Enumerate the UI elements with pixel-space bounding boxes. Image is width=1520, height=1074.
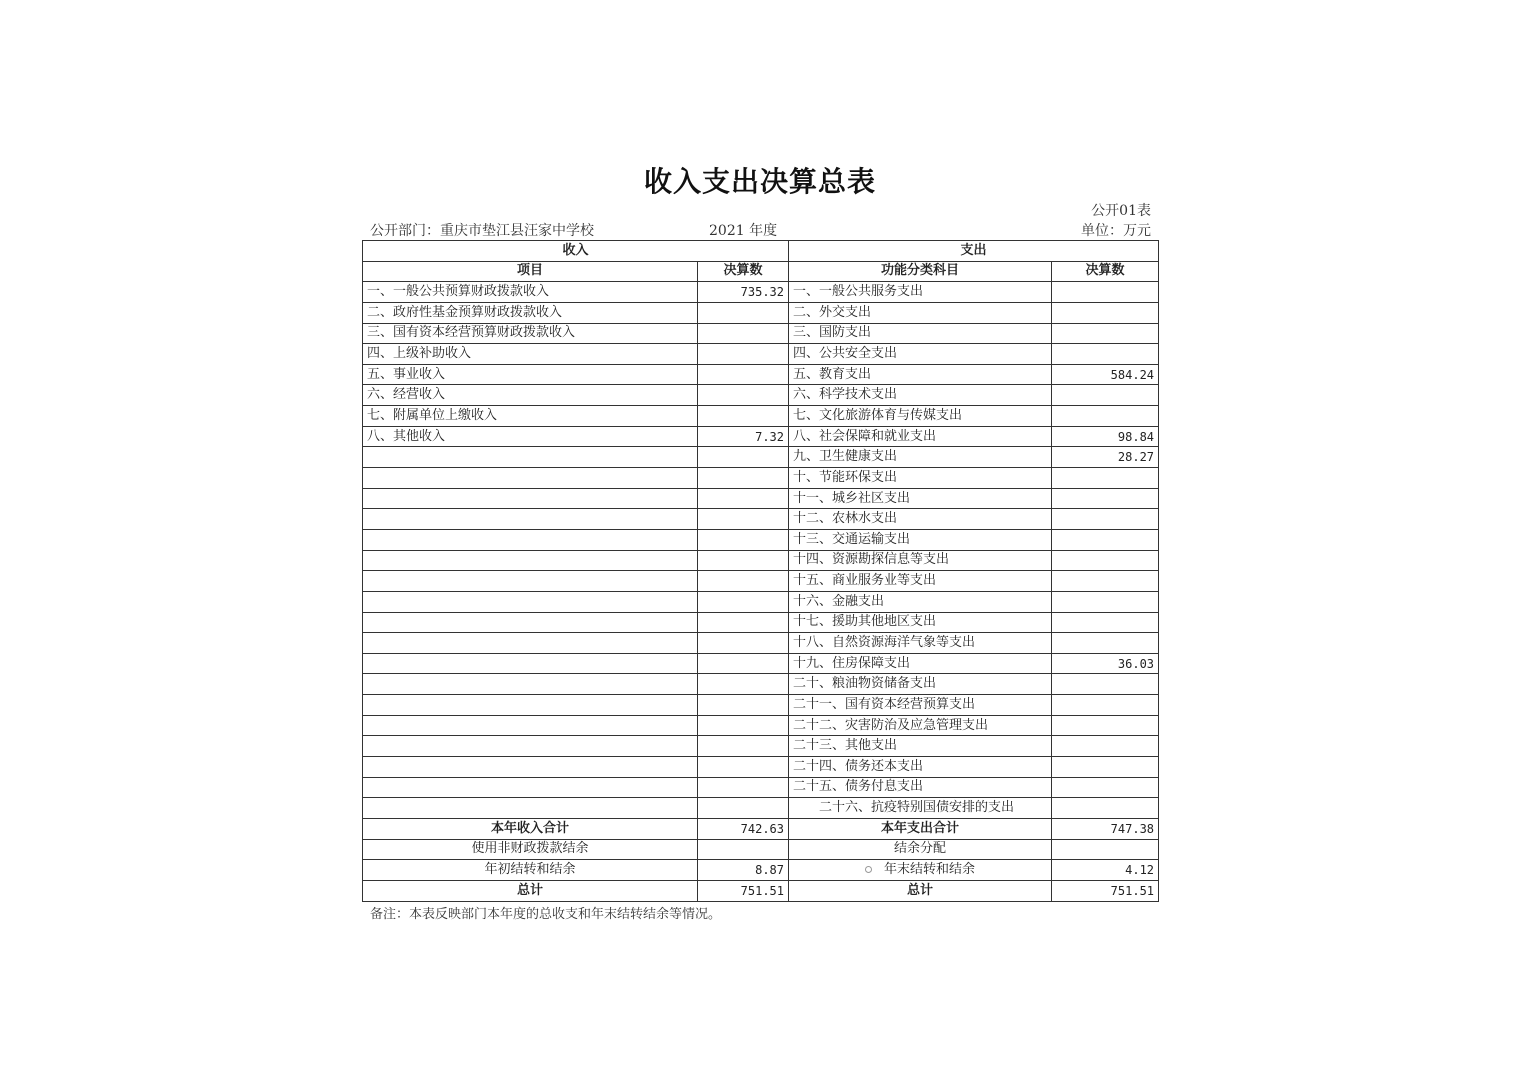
income-amount xyxy=(698,798,789,819)
income-item xyxy=(363,468,698,489)
expense-amount xyxy=(1052,468,1159,489)
income-item: 一、一般公共预算财政拨款收入 xyxy=(363,282,698,303)
table-row xyxy=(363,571,1159,592)
income-amount xyxy=(698,468,789,489)
income-amount xyxy=(698,529,789,550)
table-row xyxy=(363,674,1159,695)
income-item: 三、国有资本经营预算财政拨款收入 xyxy=(363,323,698,344)
expense-amount xyxy=(1052,344,1159,365)
expense-amount xyxy=(1052,757,1159,778)
expense-amount xyxy=(1052,529,1159,550)
expense-item: 八、社会保障和就业支出 xyxy=(789,426,1052,447)
income-amount xyxy=(698,488,789,509)
expense-amount xyxy=(1052,385,1159,406)
expense-amount: 98.84 xyxy=(1052,426,1159,447)
department-label: 公开部门：重庆市垫江县汪家中学校 xyxy=(370,223,594,239)
expense-item: 十四、资源勘探信息等支出 xyxy=(789,550,1052,571)
income-total-label: 使用非财政拨款结余 xyxy=(363,839,698,860)
expense-item: 十五、商业服务业等支出 xyxy=(789,571,1052,592)
income-amount xyxy=(698,777,789,798)
expense-total-label: 结余分配 xyxy=(789,839,1052,860)
item-header: 项目 xyxy=(363,261,698,282)
expense-amount: 584.24 xyxy=(1052,364,1159,385)
expense-item: 一、一般公共服务支出 xyxy=(789,282,1052,303)
expense-item: 九、卫生健康支出 xyxy=(789,447,1052,468)
total-row xyxy=(363,818,1159,839)
income-item: 四、上级补助收入 xyxy=(363,344,698,365)
income-item xyxy=(363,757,698,778)
expense-amount xyxy=(1052,571,1159,592)
expense-amount xyxy=(1052,323,1159,344)
table-row xyxy=(363,385,1159,406)
income-amount xyxy=(698,323,789,344)
table-row xyxy=(363,488,1159,509)
expense-amount xyxy=(1052,777,1159,798)
income-total-amount: 742.63 xyxy=(698,818,789,839)
table-row xyxy=(363,633,1159,654)
footnote: 备注：本表反映部门本年度的总收支和年末结转结余等情况。 xyxy=(370,907,722,922)
expense-item: 五、教育支出 xyxy=(789,364,1052,385)
table-row xyxy=(363,653,1159,674)
expense-item: 三、国防支出 xyxy=(789,323,1052,344)
income-amount xyxy=(698,695,789,716)
expense-item: 七、文化旅游体育与传媒支出 xyxy=(789,406,1052,427)
income-item xyxy=(363,529,698,550)
income-item xyxy=(363,571,698,592)
expense-total-label: 本年支出合计 xyxy=(789,818,1052,839)
expense-item: 二十一、国有资本经营预算支出 xyxy=(789,695,1052,716)
income-amount xyxy=(698,653,789,674)
income-total-amount: 751.51 xyxy=(698,880,789,901)
table-row xyxy=(363,550,1159,571)
expense-total-amount: 4.12 xyxy=(1052,860,1159,881)
table-row xyxy=(363,468,1159,489)
expense-amount xyxy=(1052,509,1159,530)
table-row xyxy=(363,529,1159,550)
expense-amount xyxy=(1052,406,1159,427)
table-row xyxy=(363,364,1159,385)
income-amount xyxy=(698,715,789,736)
income-item xyxy=(363,715,698,736)
income-item xyxy=(363,550,698,571)
expense-item: 十八、自然资源海洋气象等支出 xyxy=(789,633,1052,654)
income-item xyxy=(363,447,698,468)
table-row xyxy=(363,798,1159,819)
income-item: 六、经营收入 xyxy=(363,385,698,406)
expense-item: 十二、农林水支出 xyxy=(789,509,1052,530)
income-expense-table xyxy=(362,240,1159,902)
expense-amount xyxy=(1052,591,1159,612)
amount-header: 决算数 xyxy=(698,261,789,282)
expense-amount xyxy=(1052,550,1159,571)
income-amount xyxy=(698,633,789,654)
amount-header-expense: 决算数 xyxy=(1052,261,1159,282)
expense-total-label: 总计 xyxy=(789,880,1052,901)
expense-amount xyxy=(1052,282,1159,303)
total-row xyxy=(363,880,1159,901)
income-total-amount xyxy=(698,839,789,860)
income-amount xyxy=(698,550,789,571)
table-row xyxy=(363,715,1159,736)
function-item-header: 功能分类科目 xyxy=(789,261,1052,282)
income-item: 七、附属单位上缴收入 xyxy=(363,406,698,427)
table-row xyxy=(363,447,1159,468)
income-item: 二、政府性基金预算财政拨款收入 xyxy=(363,302,698,323)
table-row xyxy=(363,509,1159,530)
expense-amount xyxy=(1052,736,1159,757)
expense-total-amount: 747.38 xyxy=(1052,818,1159,839)
income-item xyxy=(363,653,698,674)
expense-item: 二十、粮油物资储备支出 xyxy=(789,674,1052,695)
income-amount xyxy=(698,509,789,530)
income-item xyxy=(363,777,698,798)
income-item xyxy=(363,674,698,695)
expense-item: 二十四、债务还本支出 xyxy=(789,757,1052,778)
income-item xyxy=(363,798,698,819)
expense-amount xyxy=(1052,715,1159,736)
table-row xyxy=(363,777,1159,798)
income-amount xyxy=(698,612,789,633)
total-row xyxy=(363,860,1159,881)
expense-item: 十七、援助其他地区支出 xyxy=(789,612,1052,633)
expense-item: 二、外交支出 xyxy=(789,302,1052,323)
expense-amount xyxy=(1052,488,1159,509)
expense-amount xyxy=(1052,674,1159,695)
expense-amount xyxy=(1052,633,1159,654)
income-item xyxy=(363,612,698,633)
expense-amount xyxy=(1052,612,1159,633)
income-item xyxy=(363,736,698,757)
income-amount xyxy=(698,736,789,757)
expense-total-label: 年末结转和结余 xyxy=(789,860,1052,881)
table-row xyxy=(363,591,1159,612)
income-amount xyxy=(698,591,789,612)
expense-total-amount: 751.51 xyxy=(1052,880,1159,901)
expense-amount xyxy=(1052,798,1159,819)
income-amount xyxy=(698,447,789,468)
expense-item: 十九、住房保障支出 xyxy=(789,653,1052,674)
table-row xyxy=(363,323,1159,344)
expense-header: 支出 xyxy=(789,241,1159,262)
expense-item: 二十三、其他支出 xyxy=(789,736,1052,757)
expense-item: 十、节能环保支出 xyxy=(789,468,1052,489)
table-row xyxy=(363,344,1159,365)
header-row-2 xyxy=(363,261,1159,282)
expense-item: 十三、交通运输支出 xyxy=(789,529,1052,550)
income-total-label: 年初结转和结余 xyxy=(363,860,698,881)
expense-total-amount xyxy=(1052,839,1159,860)
header-row-1 xyxy=(363,241,1159,262)
table-row xyxy=(363,757,1159,778)
income-total-amount: 8.87 xyxy=(698,860,789,881)
expense-amount: 36.03 xyxy=(1052,653,1159,674)
table-row xyxy=(363,736,1159,757)
table-row xyxy=(363,695,1159,716)
expense-item: 二十五、债务付息支出 xyxy=(789,777,1052,798)
expense-item: 六、科学技术支出 xyxy=(789,385,1052,406)
income-amount xyxy=(698,344,789,365)
income-item xyxy=(363,509,698,530)
income-amount: 7.32 xyxy=(698,426,789,447)
table-row xyxy=(363,282,1159,303)
income-amount xyxy=(698,302,789,323)
income-item xyxy=(363,488,698,509)
income-amount xyxy=(698,364,789,385)
income-item xyxy=(363,695,698,716)
income-amount xyxy=(698,406,789,427)
income-total-label: 本年收入合计 xyxy=(363,818,698,839)
unit-label: 单位：万元 xyxy=(1081,223,1151,239)
income-header: 收入 xyxy=(363,241,789,262)
expense-item: 二十六、抗疫特别国债安排的支出 xyxy=(789,798,1052,819)
income-amount xyxy=(698,571,789,592)
expense-amount xyxy=(1052,302,1159,323)
circle-marker-icon xyxy=(865,866,872,873)
expense-item: 四、公共安全支出 xyxy=(789,344,1052,365)
expense-amount: 28.27 xyxy=(1052,447,1159,468)
table-row xyxy=(363,426,1159,447)
table-row xyxy=(363,406,1159,427)
fiscal-year: 2021 年度 xyxy=(709,223,778,239)
income-total-label: 总计 xyxy=(363,880,698,901)
income-amount xyxy=(698,757,789,778)
expense-item: 二十二、灾害防治及应急管理支出 xyxy=(789,715,1052,736)
income-amount: 735.32 xyxy=(698,282,789,303)
income-item: 八、其他收入 xyxy=(363,426,698,447)
expense-amount xyxy=(1052,695,1159,716)
expense-item: 十六、金融支出 xyxy=(789,591,1052,612)
page-title: 收入支出决算总表 xyxy=(643,165,876,198)
income-item: 五、事业收入 xyxy=(363,364,698,385)
total-row xyxy=(363,839,1159,860)
income-item xyxy=(363,591,698,612)
table-row xyxy=(363,612,1159,633)
table-row xyxy=(363,302,1159,323)
income-amount xyxy=(698,385,789,406)
income-item xyxy=(363,633,698,654)
form-number: 公开01表 xyxy=(1091,203,1151,219)
expense-item: 十一、城乡社区支出 xyxy=(789,488,1052,509)
income-amount xyxy=(698,674,789,695)
